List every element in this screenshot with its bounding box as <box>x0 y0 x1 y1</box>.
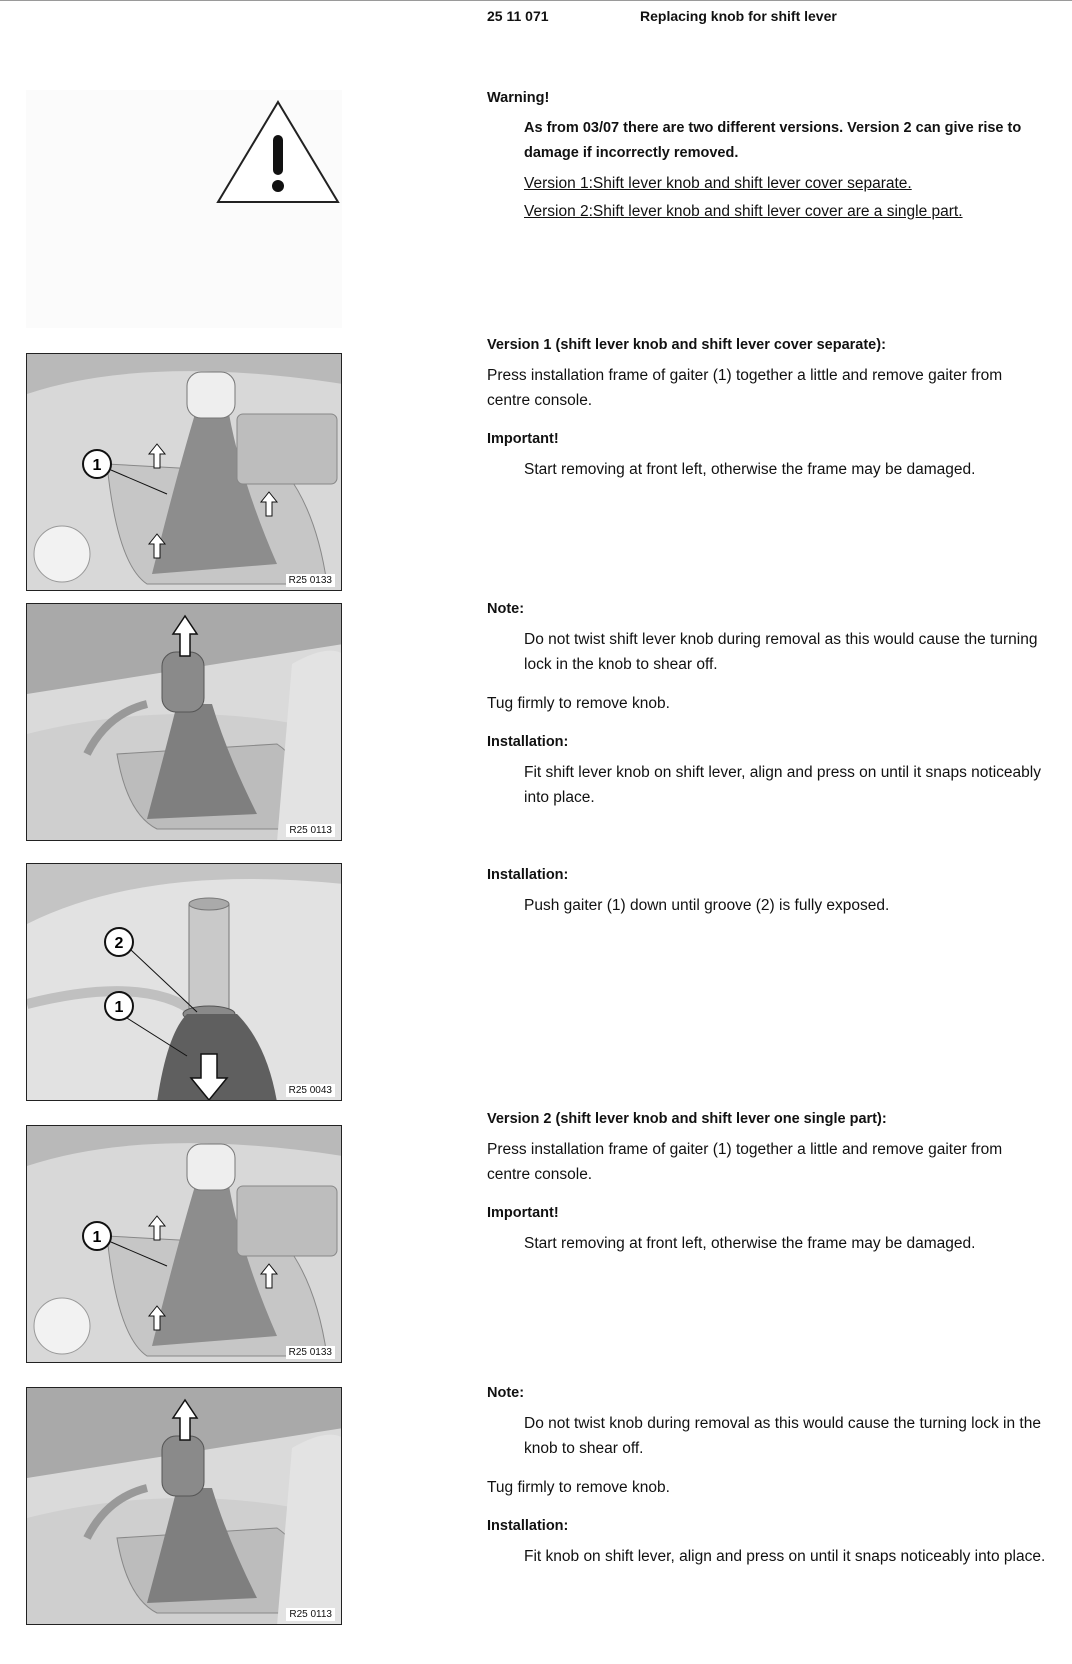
figure-label: R25 0113 <box>286 824 335 837</box>
warning-panel <box>26 90 342 328</box>
step5-install-heading: Installation: <box>487 1518 569 1534</box>
figure-label: R25 0133 <box>286 574 335 587</box>
figure-gaiter-removal-v2 <box>26 1125 342 1363</box>
step3-section <box>487 863 1047 932</box>
step3-install-text: Push gaiter (1) down until groove (2) is fully exposed. <box>524 897 890 914</box>
step1-heading: Version 1 (shift lever knob and shift lever cover separate): <box>487 337 886 353</box>
callout-1: 1 <box>92 457 102 474</box>
step5-note-text: Do not twist knob during removal as this would cause the turning lock in the knob to shear off. <box>524 1415 1041 1457</box>
step5-text: Tug firmly to remove knob. <box>487 1479 670 1496</box>
callout-1: 1 <box>92 1229 102 1246</box>
warning-section <box>487 86 1047 238</box>
step1-section <box>487 333 1047 496</box>
step2-text: Tug firmly to remove knob. <box>487 695 670 712</box>
figure-gaiter-removal-v1 <box>26 353 342 591</box>
doc-title: Replacing knob for shift lever <box>640 8 837 24</box>
figure-label: R25 0133 <box>286 1346 335 1359</box>
step4-important-text: Start removing at front left, otherwise the frame may be damaged. <box>524 1235 976 1252</box>
step1-important-text: Start removing at front left, otherwise the frame may be damaged. <box>524 461 976 478</box>
callout-2: 2 <box>114 935 124 952</box>
step3-install-heading: Installation: <box>487 867 569 883</box>
figure-gaiter-down <box>26 863 342 1101</box>
step5-note-heading: Note: <box>487 1385 525 1401</box>
step2-note-heading: Note: <box>487 601 525 617</box>
step5-install-text: Fit knob on shift lever, align and press on until it snaps noticeably into place. <box>524 1548 1046 1565</box>
figure-label: R25 0043 <box>286 1084 335 1097</box>
step4-text: Press installation frame of gaiter (1) together a little and remove gaiter from centre console. <box>487 1141 1003 1183</box>
step5-section <box>487 1381 1047 1583</box>
version2-link[interactable]: Version 2:Shift lever knob and shift lever cover are a single part. <box>524 203 963 220</box>
warning-text: As from 03/07 there are two different versions. Version 2 can give rise to damage if incorrectly removed. <box>524 120 1022 161</box>
warning-triangle-icon <box>26 90 342 328</box>
callout-1: 1 <box>114 999 124 1016</box>
step1-text: Press installation frame of gaiter (1) together a little and remove gaiter from centre console. <box>487 367 1003 409</box>
step2-section <box>487 597 1047 824</box>
version1-link[interactable]: Version 1:Shift lever knob and shift lever cover separate. <box>524 175 912 192</box>
figure-knob-removal-v1 <box>26 603 342 841</box>
figure-label: R25 0113 <box>286 1608 335 1621</box>
figure-knob-removal-v2 <box>26 1387 342 1625</box>
step2-install-text: Fit shift lever knob on shift lever, align and press on until it snaps noticeably into place. <box>524 764 1041 806</box>
doc-number: 25 11 071 <box>487 8 549 24</box>
warning-heading: Warning! <box>487 90 550 106</box>
step4-important-heading: Important! <box>487 1205 559 1221</box>
step2-note-text: Do not twist shift lever knob during removal as this would cause the turning lock in the knob to shear off. <box>524 631 1038 673</box>
step2-install-heading: Installation: <box>487 734 569 750</box>
step4-heading: Version 2 (shift lever knob and shift lever one single part): <box>487 1111 887 1127</box>
top-rule <box>0 0 1072 1</box>
step1-important-heading: Important! <box>487 431 559 447</box>
step4-section <box>487 1107 1047 1270</box>
